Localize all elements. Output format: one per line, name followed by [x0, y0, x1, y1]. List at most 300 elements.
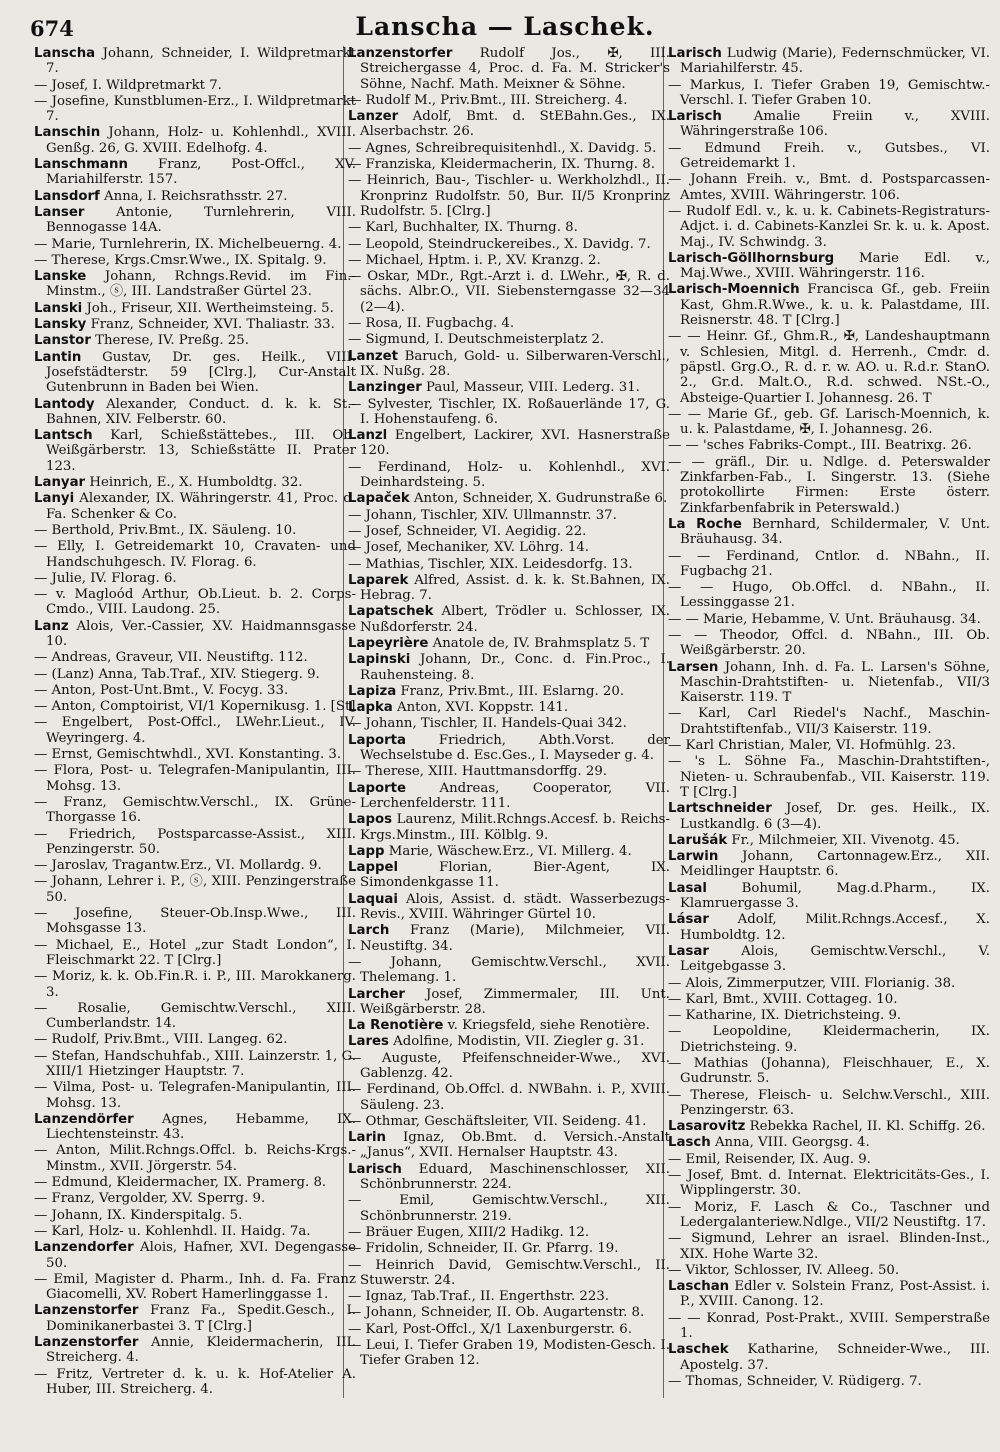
directory-entry	[668, 1168, 990, 1199]
entry-details: — Vilma, Post- u. Telegrafen-Manipulantin, III. Mohsg. 13.	[34, 1080, 356, 1111]
directory-entry	[34, 94, 356, 125]
directory-entry	[348, 604, 670, 635]
entry-surname: Larisch-Göllhornsburg	[668, 250, 835, 266]
directory-entry	[348, 524, 670, 539]
entry-surname: Lanschin	[34, 125, 101, 141]
entry-details: Albert, Trödler u. Schlosser, IX. Nußdorferstr. 24.	[360, 604, 670, 635]
directory-entry	[348, 46, 670, 92]
directory-entry	[34, 571, 356, 586]
directory-entry	[668, 1152, 990, 1167]
entry-details: — Fridolin, Schneider, II. Gr. Pfarrg. 19.	[348, 1241, 619, 1257]
entry-details: Engelbert, Lackirer, XVI. Hasnerstraße 120.	[360, 428, 670, 459]
directory-entry	[34, 523, 356, 538]
entry-details: — Johann, Tischler, XIV. Ullmannstr. 37.	[348, 507, 617, 523]
entry-details: Anton, Schneider, X. Gudrunstraße 6.	[409, 491, 668, 507]
entry-details: Adolf, Bmt. d. StEBahn.Ges., IX. Alserbachstr. 26.	[360, 109, 670, 140]
directory-entry	[348, 1225, 670, 1240]
directory-entry	[34, 1175, 356, 1190]
directory-entry	[34, 1303, 356, 1334]
entry-surname: Lanser	[34, 204, 85, 220]
directory-entry	[348, 1051, 670, 1082]
entry-details: Johann, Inh. d. Fa. L. Larsen's Söhne, Maschin-Drahtstiften- u. Nietenfab., VII/3 Kaiserstr. 119. T	[680, 659, 990, 706]
entry-details: — Franz, Gemischtw.Verschl., IX. Grüne-Thorgasse 16.	[34, 794, 356, 826]
page-number: 674	[30, 16, 74, 41]
entry-surname: Lanske	[34, 269, 87, 285]
entry-details: Andreas, Cooperator, VII. Lerchenfelderstr. 111.	[360, 780, 670, 811]
directory-entry	[348, 1193, 670, 1224]
entry-details: Laurenz, Milit.Rchngs.Accesf. b. Reichs-Krgs.Minstm., III. Kölblg. 9.	[360, 812, 670, 843]
entry-details: — Fritz, Vertreter d. k. u. k. Hof-Atelier A. Huber, III. Streicherg. 4.	[34, 1366, 356, 1397]
entry-details: — Karl Christian, Maler, VI. Hofmühlg. 23.	[668, 738, 956, 754]
entry-details: — Ignaz, Tab.Traf., II. Engerthstr. 223.	[348, 1289, 610, 1305]
entry-details: Amalie Freiin v., XVIII. Währingerstraße 106.	[680, 109, 990, 140]
entry-surname: Larisch	[668, 46, 722, 61]
entry-details: — Edmund, Kleidermacher, IX. Pramerg. 8.	[34, 1175, 327, 1191]
entry-details: — Therese, XIII. Hauttmansdorffg. 29.	[348, 764, 608, 780]
directory-entry	[668, 912, 990, 943]
entry-details: — Othmar, Geschäftsleiter, VII. Seideng. 41.	[348, 1113, 647, 1129]
directory-entry	[348, 812, 670, 843]
entry-details: Rebekka Rachel, II. Kl. Schiffg. 26.	[745, 1119, 986, 1135]
entry-surname: Lanscha	[34, 46, 96, 61]
entry-details: — Johann, Schneider, II. Ob. Augartenstr. 8.	[348, 1305, 645, 1321]
directory-entry	[348, 1114, 670, 1129]
entry-details: Adolfine, Modistin, VII. Ziegler g. 31.	[388, 1034, 645, 1050]
directory-entry	[348, 141, 670, 156]
entry-surname: Lapinski	[348, 652, 411, 668]
directory-entry	[348, 1338, 670, 1369]
entry-surname: Lanzendorfer	[34, 1240, 134, 1256]
directory-entry	[34, 858, 356, 873]
entry-details: Edler v. Solstein Franz, Post-Assist. i. P., XVIII. Canong. 12.	[680, 1279, 990, 1310]
directory-entry	[348, 491, 670, 506]
directory-entry	[34, 1367, 356, 1398]
entry-surname: Laparek	[348, 572, 409, 588]
entry-surname: Lappel	[348, 860, 399, 876]
directory-entry	[668, 1311, 990, 1342]
directory-entry	[348, 173, 670, 219]
entry-details: — Rudolf Edl. v., k. u. k. Cabinets-Registraturs-Adjct. i. d. Cabinets-Kanzlei Sr. k. u. k. Apost. Maj., IV. Schwindg. 3.	[668, 203, 990, 250]
directory-entry	[668, 46, 990, 77]
page-header	[30, 10, 980, 46]
entry-details: Alois, Gemischtw.Verschl., V. Leitgebgasse 3.	[680, 943, 990, 975]
entry-details: Johann, Holz- u. Kohlenhdl., XVIII. Genßg. 26, G. XVIII. Edelhofg. 4.	[46, 125, 356, 156]
directory-entry	[34, 1112, 356, 1143]
entry-surname: Larwin	[668, 849, 719, 865]
directory-entry	[668, 251, 990, 282]
directory-entry	[668, 754, 990, 800]
entry-details: Alexander, IX. Währingerstr. 41, Proc. d. Fa. Schenker & Co.	[46, 491, 356, 522]
entry-details: — Sylvester, Tischler, IX. Roßauerlände 17, G. I. Hohenstaufeng. 6.	[348, 396, 670, 427]
directory-entry	[668, 549, 990, 580]
entry-details: — Emil, Magister d. Pharm., Inh. d. Fa. Franz Giacomelli, XV. Robert Hamerlinggasse 1.	[34, 1271, 356, 1303]
entry-details: — — Marie Gf., geb. Gf. Larisch-Moennich, k. u. k. Palastdame, ✠, I. Johannesg. 26.	[668, 406, 990, 438]
entry-surname: Lanzer	[348, 109, 399, 125]
entry-details: — Therese, Fleisch- u. Selchw.Verschl., XIII. Penzingerstr. 63.	[668, 1087, 990, 1118]
entry-details: — Rosa, II. Fugbachg. 4.	[348, 316, 515, 332]
entry-surname: Lansky	[34, 317, 87, 333]
entry-surname: Larisch	[668, 109, 722, 125]
entry-details: — Rudolf, Priv.Bmt., VIII. Langeg. 62.	[34, 1032, 288, 1048]
directory-entry	[668, 78, 990, 109]
entry-details: — Karl, Carl Riedel's Nachf., Maschin-Drahtstiftenfab., VII/3 Kaiserstr. 119.	[668, 706, 990, 737]
entry-details: Johann, Dr., Conc. d. Fin.Proc., I. Rauhensteing. 8.	[360, 652, 670, 683]
directory-entry	[34, 1049, 356, 1080]
entry-details: — Josefine, Kunstblumen-Erz., I. Wildpretmarkt 7.	[34, 93, 356, 125]
entry-details: Ludwig (Marie), Federnschmücker, VI. Mariahilferstr. 45.	[680, 46, 990, 77]
entry-details: Anna, VIII. Georgsg. 4.	[710, 1135, 870, 1151]
entry-details: — Franziska, Kleidermacherin, IX. Thurng. 8.	[348, 157, 655, 173]
entry-surname: Lasal	[668, 880, 707, 896]
directory-entry	[348, 540, 670, 555]
entry-details: — Karl, Bmt., XVIII. Cottageg. 10.	[668, 991, 898, 1007]
directory-entry	[668, 1231, 990, 1262]
directory-entry	[668, 1342, 990, 1373]
entry-surname: Lartschneider	[668, 801, 772, 817]
entry-details: Alois, Assist. d. städt. Wasserbezugs-Revis., XVIII. Währinger Gürtel 10.	[360, 891, 670, 923]
entry-details: Annie, Kleidermacherin, III. Streicherg. 4.	[46, 1335, 356, 1366]
entry-details: Marie Edl. v., Maj.Wwe., XVIII. Währingerstr. 116.	[680, 250, 990, 282]
directory-entry	[34, 763, 356, 794]
entry-details: Alexander, Conduct. d. k. k. St.-Bahnen, XIV. Felberstr. 60.	[46, 396, 356, 427]
entry-surname: Lanz	[34, 618, 69, 634]
entry-details: v. Kriegsfeld, siehe Renotière.	[443, 1018, 650, 1034]
entry-details: Anna, I. Reichsrathsstr. 27.	[99, 188, 288, 204]
directory-entry	[348, 109, 670, 140]
directory-entry	[668, 1008, 990, 1023]
entry-surname: Lanzenstorfer	[348, 46, 453, 61]
entry-details: — Ferdinand, Ob.Offcl. d. NWBahn. i. P., XVIII. Säuleng. 23.	[348, 1082, 670, 1113]
entry-details: — Franz, Vergolder, XV. Sperrg. 9.	[34, 1191, 266, 1207]
entry-details: — v. Magloód Arthur, Ob.Lieut. b. 2. Corps-Cmdo., VIII. Laudong. 25.	[34, 587, 356, 618]
directory-entry	[348, 349, 670, 380]
entry-details: — Anton, Post-Unt.Bmt., V. Focyg. 33.	[34, 682, 289, 698]
entry-details: Johann, Cartonnagew.Erz., XII. Meidlinger Hauptstr. 6.	[680, 849, 990, 880]
entry-details: — Julie, IV. Florag. 6.	[34, 570, 177, 586]
entry-details: — Anton, Comptoirist, VI/1 Kopernikusg. 1. [St]	[34, 699, 356, 715]
entry-surname: Larcher	[348, 986, 405, 1002]
entry-details: — Stefan, Handschuhfab., XIII. Lainzerstr. 1, G. XIII/1 Hietzinger Hauptstr. 7.	[34, 1048, 356, 1079]
entry-details: Eduard, Maschinenschlosser, XII. Schönbrunnerstr. 224.	[360, 1161, 670, 1193]
directory-entry	[348, 923, 670, 954]
entry-details: Franz Fa., Spedit.Gesch., I. Dominikanerbastei 3. T [Clrg.]	[46, 1303, 356, 1334]
directory-entry	[348, 237, 670, 252]
directory-entry	[34, 938, 356, 969]
column-2	[348, 46, 670, 1370]
entry-details: Gustav, Dr. ges. Heilk., VIII. Josefstädterstr. 59 [Clrg.], Cur-Anstalt Gutenbrunn in Baden bei Wien.	[46, 349, 356, 396]
entry-details: — Johann, Tischler, II. Handels-Quai 342.	[348, 716, 627, 732]
entry-details: — — Ferdinand, Cntlor. d. NBahn., II. Fugbachg 21.	[668, 548, 990, 579]
directory-entry	[34, 125, 356, 156]
entry-details: Anton, XVI. Koppstr. 141.	[392, 700, 569, 716]
directory-entry	[348, 860, 670, 891]
directory-entry	[348, 684, 670, 699]
entry-surname: Lanschmann	[34, 157, 128, 173]
directory-entry	[668, 109, 990, 140]
directory-entry	[34, 619, 356, 650]
entry-details: Franz, Schneider, XVI. Thaliastr. 33.	[86, 317, 335, 333]
entry-details: — Jaroslav, Tragantw.Erz., VI. Mollardg. 9.	[34, 858, 322, 874]
entry-surname: Lantsch	[34, 428, 93, 444]
entry-details: — Sigmund, I. Deutschmeisterplatz 2.	[348, 332, 605, 348]
directory-entry	[668, 1119, 990, 1134]
directory-entry	[34, 1335, 356, 1366]
entry-details: — Mathias (Johanna), Fleischhauer, E., X. Gudrunstr. 5.	[668, 1056, 990, 1087]
entry-details: — Agnes, Schreibrequisitenhdl., X. Davidg. 5.	[348, 140, 657, 156]
directory-entry	[668, 1263, 990, 1278]
directory-entry	[348, 573, 670, 604]
directory-entry	[348, 1130, 670, 1161]
directory-entry	[34, 1272, 356, 1303]
entry-surname: Lasch	[668, 1135, 711, 1151]
entry-surname: Lapp	[348, 843, 385, 859]
entry-details: — Josefine, Steuer-Ob.Insp.Wwe., III. Mohsgasse 13.	[34, 906, 356, 937]
entry-surname: Larin	[348, 1130, 387, 1146]
entry-surname: Lanyi	[34, 491, 75, 507]
directory-entry	[348, 508, 670, 523]
directory-entry	[668, 580, 990, 611]
directory-entry	[34, 317, 356, 332]
entry-surname: Lásar	[668, 912, 709, 928]
directory-entry	[348, 1305, 670, 1320]
entry-surname: Lanzet	[348, 348, 399, 364]
directory-entry	[34, 587, 356, 618]
entry-surname: Lantody	[34, 396, 95, 412]
directory-entry	[348, 700, 670, 715]
entry-details: Florian, Bier-Agent, IX. Simondenkgasse 11.	[360, 860, 670, 891]
entry-details: — Rosalie, Gemischtw.Verschl., XIII. Cumberlandstr. 14.	[34, 1000, 356, 1032]
entry-details: Franz, Priv.Bmt., III. Eslarng. 20.	[396, 683, 625, 699]
entry-details: — Engelbert, Post-Offcl., LWehr.Lieut., IV. Weyringerg. 4.	[34, 715, 356, 746]
entry-details: Anatole de, IV. Brahmsplatz 5. T	[428, 635, 650, 651]
entry-details: — Johann, IX. Kinderspitalg. 5.	[34, 1207, 243, 1223]
entry-details: — Oskar, MDr., Rgt.-Arzt i. d. LWehr., ✠, R. d. sächs. Albr.O., VII. Siebensterngasse 32—34 (2—4).	[348, 269, 670, 315]
directory-entry	[668, 517, 990, 548]
entry-details: Franz (Marie), Milchmeier, VII. Neustiftg. 34.	[360, 923, 670, 954]
entry-details: — Thomas, Schneider, V. Rüdigerg. 7.	[668, 1373, 922, 1389]
entry-details: Adolf, Milit.Rchngs.Accesf., X. Humboldtg. 12.	[680, 912, 990, 943]
directory-entry	[34, 795, 356, 826]
directory-entry	[668, 172, 990, 203]
directory-entry	[34, 1224, 356, 1239]
entry-surname: Larisch-Moennich	[668, 282, 800, 298]
entry-details: Josef, Dr. ges. Heilk., IX. Lustkandlg. 6 (3—4).	[680, 801, 990, 832]
entry-details: — Auguste, Pfeifenschneider-Wwe., XVI. Gablenzg. 42.	[348, 1050, 670, 1081]
entry-details: — — gräfl., Dir. u. Ndlge. d. Peterswalder Zinkfarben-Fab., I. Singerstr. 13. (Siehe protokollirte Firmen: Erste österr. Zinkfarbenfabrik in Peterswald.)	[668, 454, 990, 516]
entry-surname: La Renotière	[348, 1018, 444, 1034]
entry-surname: Lanzendörfer	[34, 1111, 134, 1127]
directory-entry	[668, 992, 990, 1007]
entry-details: — Anton, Milit.Rchngs.Offcl. b. Reichs-Krgs.-Minstm., XVII. Jörgerstr. 54.	[34, 1143, 356, 1174]
entry-surname: Laschek	[668, 1342, 729, 1358]
directory-entry	[348, 253, 670, 268]
directory-entry	[34, 1032, 356, 1047]
entry-details: Rudolf Jos., ✠, III. Streichergasse 4, Proc. d. Fa. M. Stricker's Söhne, Nachf. Math. Meixner & Söhne.	[360, 46, 670, 92]
entry-details: Alois, Ver.-Cassier, XV. Haidmannsgasse 10.	[46, 618, 356, 649]
entry-details: — Elly, I. Getreidemarkt 10, Cravaten- und Handschuhgesch. IV. Florag. 6.	[34, 539, 356, 570]
directory-entry	[348, 636, 670, 651]
directory-entry	[34, 333, 356, 348]
directory-entry	[348, 1034, 670, 1049]
directory-entry	[348, 460, 670, 491]
entry-details: — Edmund Freih. v., Gutsbes., VI. Getreidemarkt 1.	[668, 140, 990, 172]
directory-entry	[34, 46, 356, 77]
directory-entry	[348, 764, 670, 779]
entry-details: — Marie, Turnlehrerin, IX. Michelbeuerng. 4.	[34, 236, 342, 252]
directory-entry	[34, 301, 356, 316]
entry-surname: Laporte	[348, 780, 407, 796]
directory-entry	[668, 976, 990, 991]
directory-entry	[34, 906, 356, 937]
directory-entry	[668, 407, 990, 438]
directory-entry	[34, 747, 356, 762]
entry-surname: Lapeyrière	[348, 635, 429, 651]
directory-entry	[668, 204, 990, 250]
entry-details: — Leui, I. Tiefer Graben 19, Modisten-Gesch. I. Tiefer Graben 12.	[348, 1338, 670, 1369]
directory-entry	[668, 1056, 990, 1087]
directory-entry	[348, 892, 670, 923]
directory-entry	[668, 1024, 990, 1055]
directory-entry	[348, 716, 670, 731]
directory-entry	[348, 380, 670, 395]
entry-details: Alois, Hafner, XVI. Degengasse 50.	[46, 1240, 356, 1271]
entry-details: — Sigmund, Lehrer an israel. Blinden-Inst., XIX. Hohe Warte 32.	[668, 1231, 990, 1262]
entry-details: — Josef, Bmt. d. Internat. Elektricitäts-Ges., I. Wipplingerstr. 30.	[668, 1168, 990, 1199]
entry-surname: Larsen	[668, 659, 719, 675]
entry-details: — Markus, I. Tiefer Graben 19, Gemischtw.-Verschl. I. Tiefer Graben 10.	[668, 77, 990, 108]
directory-entry	[34, 237, 356, 252]
directory-entry	[34, 874, 356, 905]
directory-entry	[668, 660, 990, 706]
directory-entry	[668, 881, 990, 912]
directory-entry	[348, 1289, 670, 1304]
directory-entry	[34, 428, 356, 474]
directory-entry	[668, 706, 990, 737]
directory-entry	[34, 1080, 356, 1111]
entry-surname: Larisch	[348, 1161, 402, 1177]
directory-entry	[34, 78, 356, 93]
entry-surname: Laquai	[348, 891, 398, 907]
entry-details: — — Konrad, Post-Prakt., XVIII. Semperstraße 1.	[668, 1310, 990, 1342]
entry-surname: Larch	[348, 923, 390, 939]
directory-entry	[34, 683, 356, 698]
entry-details: — Heinrich, Bau-, Tischler- u. Werkholzhdl., II. Kronprinz Rudolfstr. 50, Bur. II/5 Kronprinz Rudolfstr. 5. [Clrg.]	[348, 173, 670, 219]
directory-entry	[348, 1241, 670, 1256]
entry-details: Agnes, Hebamme, IX. Liechtensteinstr. 43.	[46, 1111, 356, 1143]
entry-details: — Rudolf M., Priv.Bmt., III. Streicherg. 4.	[348, 92, 628, 108]
entry-details: — — Marie, Hebamme, V. Unt. Bräuhausg. 34.	[668, 611, 981, 627]
directory-entry	[668, 282, 990, 328]
entry-surname: Lapaček	[348, 491, 410, 507]
directory-entry	[348, 1322, 670, 1337]
entry-details: — Karl, Holz- u. Kohlenhdl. II. Haidg. 7a.	[34, 1223, 311, 1239]
entry-details: Franz, Post-Offcl., XV. Mariahilferstr. 157.	[46, 157, 356, 188]
entry-details: Antonie, Turnlehrerin, VIII. Bennogasse 14A.	[46, 204, 356, 236]
entry-surname: Lanzenstorfer	[34, 1335, 139, 1351]
entry-surname: Lanski	[34, 300, 83, 316]
entry-details: — Mathias, Tischler, XIX. Leidesdorfg. 13.	[348, 556, 633, 572]
directory-entry	[348, 1018, 670, 1033]
directory-entry	[668, 1088, 990, 1119]
entry-details: — Emil, Reisender, IX. Aug. 9.	[668, 1151, 871, 1167]
directory-entry	[34, 350, 356, 396]
directory-entry	[348, 781, 670, 812]
entry-surname: Lanzinger	[348, 380, 422, 396]
column-1	[34, 46, 356, 1398]
entry-details: — Heinrich David, Gemischtw.Verschl., II. Stuwerstr. 24.	[348, 1257, 670, 1288]
directory-entry	[348, 1162, 670, 1193]
directory-entry	[668, 1279, 990, 1310]
directory-entry	[34, 205, 356, 236]
entry-details: — — Heinr. Gf., Ghm.R., ✠, Landeshauptmann v. Schlesien, Mitgl. d. Herrenh., Cmdr. d. päpstl. Grg.O., R. d. r. w. AO. u. R.d.r. StanO. 2., Gr.d. Malt.O., R.d. schwed. NSt.-O., Absteige-Quartier I. Johannesg. 26. T	[668, 329, 990, 406]
directory-entry	[348, 269, 670, 315]
entry-details: — Moriz, F. Lasch & Co., Taschner und Ledergalanteriew.Ndlge., VII/2 Neustiftg. 17.	[668, 1199, 990, 1230]
directory-entry	[348, 397, 670, 428]
entry-details: — Flora, Post- u. Telegrafen-Manipulantin, III. Mohsg. 13.	[34, 763, 356, 794]
entry-details: Johann, Rchngs.Revid. im Fin.-Minstm., ⓢ, III. Landstraßer Gürtel 23.	[46, 269, 356, 300]
entry-details: — Josef, Schneider, VI. Aegidig. 22.	[348, 523, 587, 539]
entry-details: Friedrich, Abth.Vorst. der Wechselstube d. Esc.Ges., I. Mayseder g. 4.	[360, 732, 670, 764]
entry-details: — Berthold, Priv.Bmt., IX. Säuleng. 10.	[34, 522, 297, 538]
entry-surname: Lanzl	[348, 428, 388, 444]
entry-surname: Lapka	[348, 700, 393, 716]
entry-surname: Lanstor	[34, 333, 91, 349]
entry-surname: Lares	[348, 1034, 389, 1050]
entry-details: — — Theodor, Offcl. d. NBahn., III. Ob. Weißgärberstr. 20.	[668, 627, 990, 659]
entry-details: — Karl, Post-Offcl., X/1 Laxenburgerstr. 6.	[348, 1321, 632, 1337]
entry-surname: Lapos	[348, 812, 393, 828]
directory-entry	[668, 329, 990, 405]
entry-details: — Johann, Lehrer i. P., ⓢ, XIII. Penzingerstraße 50.	[34, 874, 356, 905]
entry-details: — Ferdinand, Holz- u. Kohlenhdl., XVI. Deinhardsteing. 5.	[348, 459, 670, 491]
directory-entry	[348, 1258, 670, 1289]
entry-details: — Michael, Hptm. i. P., XV. Kranzg. 2.	[348, 252, 601, 268]
directory-entry	[34, 491, 356, 522]
directory-entry	[34, 1001, 356, 1032]
entry-details: — Emil, Gemischtw.Verschl., XII. Schönbrunnerstr. 219.	[348, 1193, 670, 1224]
directory-entry	[348, 987, 670, 1018]
entry-details: — Therese, Krgs.Cmsr.Wwe., IX. Spitalg. 9.	[34, 252, 327, 268]
entry-details: — (Lanz) Anna, Tab.Traf., XIV. Stiegerg. 9.	[34, 666, 320, 682]
entry-details: Therese, IV. Preßg. 25.	[90, 333, 249, 349]
entry-details: Paul, Masseur, VIII. Lederg. 31.	[421, 380, 640, 396]
entry-surname: Lasarovitz	[668, 1119, 746, 1135]
entry-details: — Josef, Mechaniker, XV. Löhrg. 14.	[348, 540, 590, 556]
directory-entry	[348, 652, 670, 683]
directory-entry	[668, 1374, 990, 1389]
directory-entry	[348, 955, 670, 986]
directory-entry	[668, 612, 990, 627]
directory-entry	[34, 715, 356, 746]
entry-details: — Leopoldine, Kleidermacherin, IX. Dietrichsteing. 9.	[668, 1024, 990, 1055]
directory-entry	[348, 428, 670, 459]
entry-surname: Lasar	[668, 943, 709, 959]
directory-entry	[34, 667, 356, 682]
entry-details: Johann, Schneider, I. Wildpretmarkt 7.	[46, 46, 356, 77]
directory-entry	[668, 1200, 990, 1231]
entry-details: Bernhard, Schildermaler, V. Unt. Bräuhausg. 34.	[680, 516, 990, 548]
entry-details: Heinrich, E., X. Humboldtg. 32.	[85, 475, 303, 491]
entry-surname: Lantin	[34, 349, 82, 365]
directory-entry	[348, 557, 670, 572]
directory-entry	[348, 157, 670, 172]
entry-details: — Andreas, Graveur, VII. Neustiftg. 112.	[34, 650, 308, 666]
entry-details: — Johann Freih. v., Bmt. d. Postsparcassen-Amtes, XVIII. Währingerstr. 106.	[668, 172, 990, 203]
entry-surname: La Roche	[668, 516, 742, 532]
directory-entry	[34, 397, 356, 428]
directory-entry	[34, 189, 356, 204]
entry-details: — Viktor, Schlosser, IV. Alleeg. 50.	[668, 1262, 900, 1278]
